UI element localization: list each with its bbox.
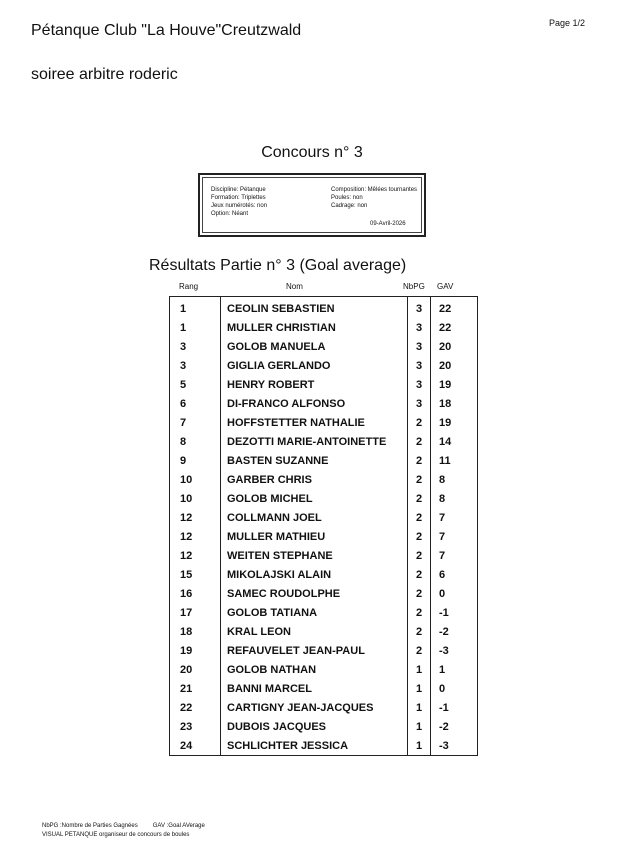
footer: [42, 822, 205, 840]
table-row: [170, 470, 478, 489]
table-row: [170, 337, 478, 356]
rank-cell: 3: [170, 337, 221, 356]
table-row: [170, 356, 478, 375]
wins-cell: 3: [408, 337, 431, 356]
club-title: Pétanque Club "La Houve"Creutzwald: [31, 22, 302, 39]
footer-credit: VISUAL PETANQUE organiseur de concours de boules: [42, 832, 190, 838]
table-row: [170, 565, 478, 584]
name-cell: MULLER CHRISTIAN: [221, 318, 408, 337]
table-row: [170, 679, 478, 698]
name-cell: GOLOB NATHAN: [221, 660, 408, 679]
name-cell: CARTIGNY JEAN-JACQUES: [221, 698, 408, 717]
table-row: [170, 622, 478, 641]
name-cell: GOLOB MICHEL: [221, 489, 408, 508]
goal-average-cell: 19: [431, 413, 478, 432]
goal-average-cell: 8: [431, 489, 478, 508]
name-cell: COLLMANN JOEL: [221, 508, 408, 527]
rank-cell: 18: [170, 622, 221, 641]
name-cell: SCHLICHTER JESSICA: [221, 736, 408, 756]
wins-cell: 2: [408, 603, 431, 622]
wins-cell: 1: [408, 679, 431, 698]
name-cell: CEOLIN SEBASTIEN: [221, 297, 408, 319]
table-row: [170, 297, 478, 319]
wins-cell: 2: [408, 527, 431, 546]
results-title: Résultats Partie n° 3 (Goal average): [149, 257, 407, 274]
rank-cell: 12: [170, 527, 221, 546]
table-row: [170, 432, 478, 451]
goal-average-cell: -3: [431, 641, 478, 660]
wins-cell: 1: [408, 736, 431, 756]
goal-average-cell: 6: [431, 565, 478, 584]
info-discipline: Discipline: Pétanque: [211, 187, 266, 193]
rank-cell: 3: [170, 356, 221, 375]
column-header-gav: GAV: [437, 282, 454, 291]
table-row: [170, 584, 478, 603]
wins-cell: 3: [408, 375, 431, 394]
table-row: [170, 698, 478, 717]
rank-cell: 10: [170, 489, 221, 508]
wins-cell: 2: [408, 622, 431, 641]
rank-cell: 17: [170, 603, 221, 622]
page-number: Page 1/2: [549, 18, 586, 28]
goal-average-cell: 7: [431, 508, 478, 527]
goal-average-cell: 11: [431, 451, 478, 470]
table-row: [170, 736, 478, 756]
goal-average-cell: 7: [431, 527, 478, 546]
rank-cell: 8: [170, 432, 221, 451]
name-cell: MIKOLAJSKI ALAIN: [221, 565, 408, 584]
name-cell: GOLOB TATIANA: [221, 603, 408, 622]
info-composition: Composition: Mêlées tournantes: [331, 187, 418, 193]
name-cell: WEITEN STEPHANE: [221, 546, 408, 565]
info-formation: Formation: Triplettes: [211, 195, 266, 201]
column-header-rang: Rang: [179, 282, 199, 291]
info-cadrage: Cadrage: non: [331, 203, 368, 209]
contest-info-box: [198, 173, 426, 237]
wins-cell: 3: [408, 356, 431, 375]
goal-average-cell: 22: [431, 297, 478, 319]
rank-cell: 22: [170, 698, 221, 717]
table-row: [170, 394, 478, 413]
rank-cell: 1: [170, 297, 221, 319]
wins-cell: 2: [408, 641, 431, 660]
table-row: [170, 375, 478, 394]
table-row: [170, 717, 478, 736]
rank-cell: 19: [170, 641, 221, 660]
info-date: 09-Avril-2026: [370, 221, 406, 227]
name-cell: BANNI MARCEL: [221, 679, 408, 698]
wins-cell: 2: [408, 413, 431, 432]
name-cell: GARBER CHRIS: [221, 470, 408, 489]
name-cell: DUBOIS JACQUES: [221, 717, 408, 736]
results-table: [169, 296, 478, 756]
name-cell: REFAUVELET JEAN-PAUL: [221, 641, 408, 660]
wins-cell: 3: [408, 394, 431, 413]
goal-average-cell: 7: [431, 546, 478, 565]
goal-average-cell: 1: [431, 660, 478, 679]
wins-cell: 2: [408, 565, 431, 584]
wins-cell: 3: [408, 318, 431, 337]
rank-cell: 24: [170, 736, 221, 756]
footer-legend: NbPG :Nombre de Parties Gagnées GAV :Goal AVerage: [42, 823, 205, 829]
table-row: [170, 641, 478, 660]
rank-cell: 10: [170, 470, 221, 489]
goal-average-cell: 0: [431, 584, 478, 603]
goal-average-cell: 22: [431, 318, 478, 337]
goal-average-cell: -2: [431, 622, 478, 641]
name-cell: BASTEN SUZANNE: [221, 451, 408, 470]
wins-cell: 2: [408, 489, 431, 508]
table-row: [170, 451, 478, 470]
wins-cell: 1: [408, 660, 431, 679]
rank-cell: 21: [170, 679, 221, 698]
table-row: [170, 660, 478, 679]
wins-cell: 2: [408, 451, 431, 470]
event-subtitle: soiree arbitre roderic: [31, 66, 178, 83]
goal-average-cell: -3: [431, 736, 478, 756]
table-row: [170, 413, 478, 432]
goal-average-cell: 14: [431, 432, 478, 451]
table-row: [170, 527, 478, 546]
name-cell: GOLOB MANUELA: [221, 337, 408, 356]
info-jeux-numerotes: Jeux numérotés: non: [211, 203, 268, 209]
rank-cell: 1: [170, 318, 221, 337]
rank-cell: 16: [170, 584, 221, 603]
rank-cell: 12: [170, 546, 221, 565]
wins-cell: 2: [408, 584, 431, 603]
rank-cell: 20: [170, 660, 221, 679]
wins-cell: 1: [408, 698, 431, 717]
rank-cell: 7: [170, 413, 221, 432]
name-cell: GIGLIA GERLANDO: [221, 356, 408, 375]
goal-average-cell: 19: [431, 375, 478, 394]
wins-cell: 1: [408, 717, 431, 736]
table-row: [170, 489, 478, 508]
table-row: [170, 318, 478, 337]
contest-title: Concours n° 3: [261, 144, 363, 161]
wins-cell: 2: [408, 470, 431, 489]
goal-average-cell: 20: [431, 356, 478, 375]
name-cell: MULLER MATHIEU: [221, 527, 408, 546]
info-poules: Poules: non: [331, 195, 363, 201]
name-cell: SAMEC ROUDOLPHE: [221, 584, 408, 603]
wins-cell: 2: [408, 546, 431, 565]
name-cell: DI-FRANCO ALFONSO: [221, 394, 408, 413]
name-cell: KRAL LEON: [221, 622, 408, 641]
table-row: [170, 546, 478, 565]
rank-cell: 15: [170, 565, 221, 584]
name-cell: HENRY ROBERT: [221, 375, 408, 394]
rank-cell: 12: [170, 508, 221, 527]
column-header-nbpg: NbPG: [403, 282, 425, 291]
goal-average-cell: 20: [431, 337, 478, 356]
wins-cell: 3: [408, 297, 431, 319]
goal-average-cell: 0: [431, 679, 478, 698]
rank-cell: 9: [170, 451, 221, 470]
goal-average-cell: 8: [431, 470, 478, 489]
table-row: [170, 508, 478, 527]
wins-cell: 2: [408, 432, 431, 451]
table-row: [170, 603, 478, 622]
goal-average-cell: -1: [431, 698, 478, 717]
wins-cell: 2: [408, 508, 431, 527]
goal-average-cell: -2: [431, 717, 478, 736]
name-cell: DEZOTTI MARIE-ANTOINETTE: [221, 432, 408, 451]
info-option: Option: Néant: [211, 211, 249, 217]
rank-cell: 6: [170, 394, 221, 413]
rank-cell: 5: [170, 375, 221, 394]
rank-cell: 23: [170, 717, 221, 736]
goal-average-cell: 18: [431, 394, 478, 413]
name-cell: HOFFSTETTER NATHALIE: [221, 413, 408, 432]
goal-average-cell: -1: [431, 603, 478, 622]
column-header-nom: Nom: [286, 282, 303, 291]
